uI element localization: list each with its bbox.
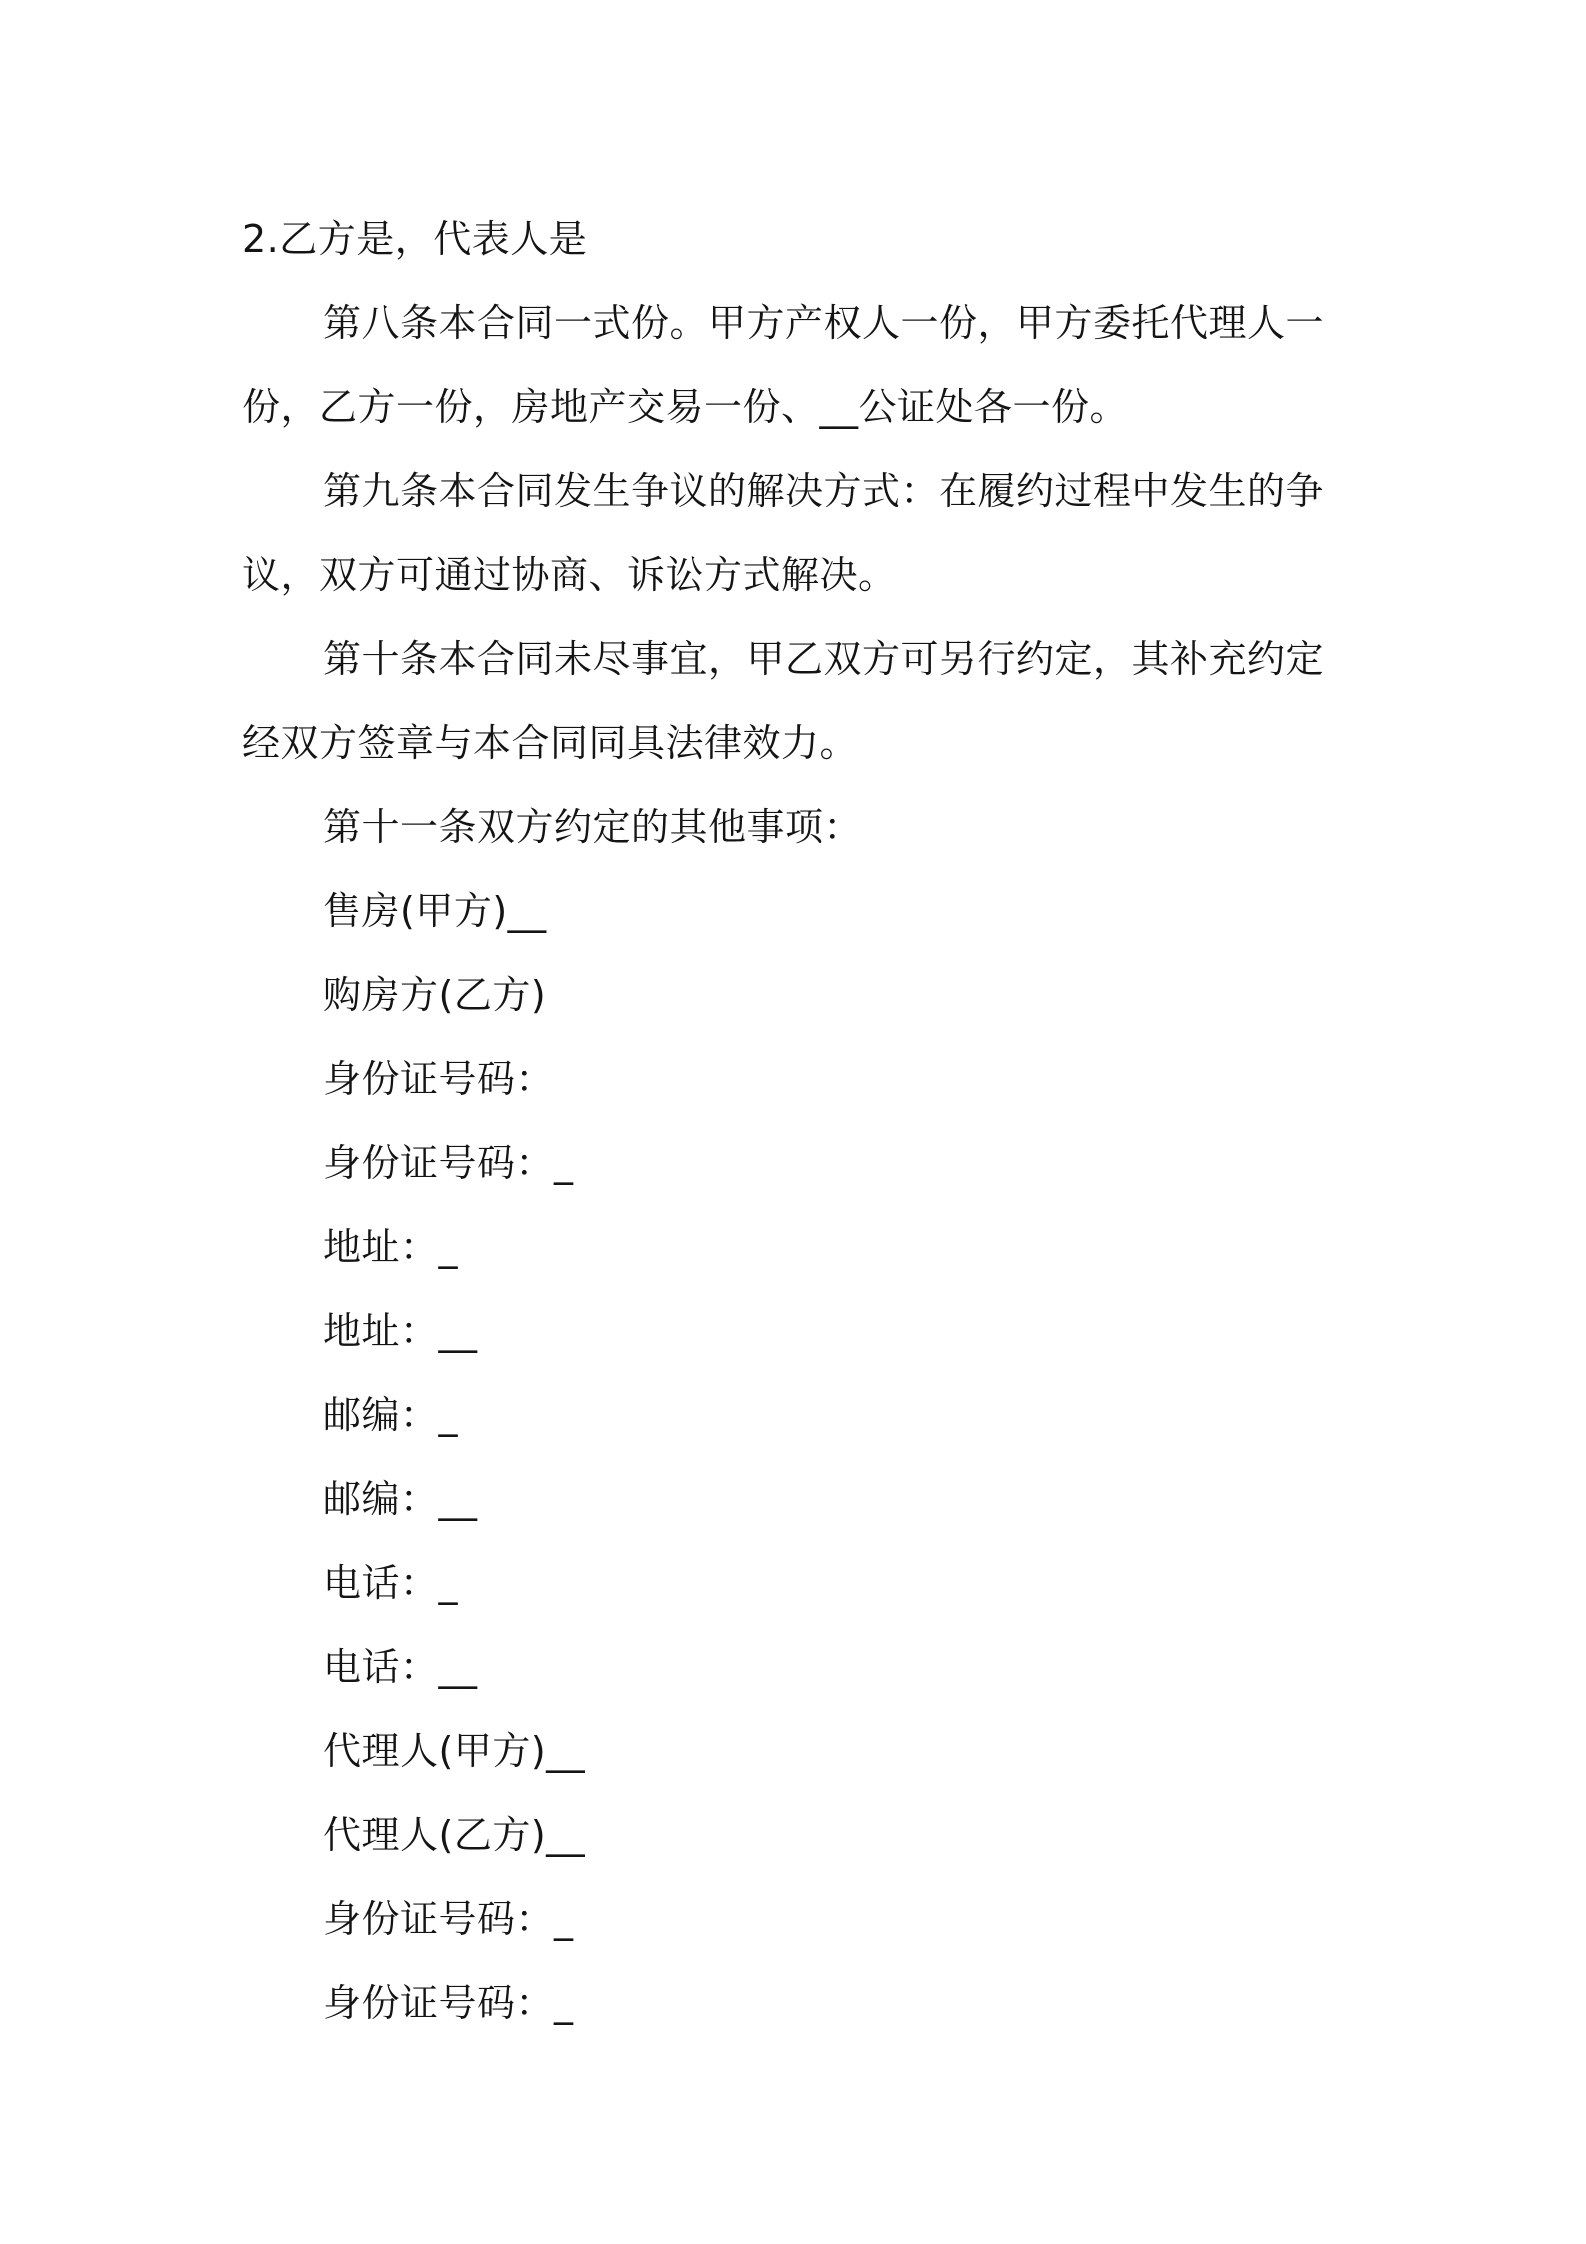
field-label: 购房方(乙方) bbox=[323, 973, 547, 1017]
article-8-line-1: 第八条本合同一式份。甲方产权人一份，甲方委托代理人一 bbox=[323, 301, 1325, 345]
field-seller-phone bbox=[242, 1541, 1362, 1625]
field-blank: __ bbox=[507, 889, 547, 933]
field-label: 身份证号码： bbox=[323, 1141, 555, 1185]
field-label: 售房(甲方) bbox=[323, 889, 508, 933]
signature-fields bbox=[242, 869, 1362, 2045]
field-blank: __ bbox=[438, 1645, 478, 1689]
field-buyer-id-number bbox=[242, 1121, 1362, 1205]
field-seller-postcode bbox=[242, 1373, 1362, 1457]
field-label: 邮编： bbox=[323, 1477, 439, 1521]
article-9-line-2: 议，双方可通过协商、诉讼方式解决。 bbox=[242, 553, 897, 597]
field-buyer-phone bbox=[242, 1625, 1362, 1709]
field-buyer bbox=[242, 953, 1362, 1037]
field-buyer-agent-id-number bbox=[242, 1961, 1362, 2045]
field-blank: _ bbox=[554, 1141, 574, 1185]
field-label: 身份证号码： bbox=[323, 1897, 555, 1941]
field-label: 身份证号码： bbox=[323, 1981, 555, 2025]
field-buyer-address bbox=[242, 1289, 1362, 1373]
field-buyer-postcode bbox=[242, 1457, 1362, 1541]
field-label: 地址： bbox=[323, 1309, 439, 1353]
article-9-line-1: 第九条本合同发生争议的解决方式：在履约过程中发生的争 bbox=[323, 469, 1325, 513]
field-label: 地址： bbox=[323, 1225, 439, 1269]
field-blank: _ bbox=[554, 1981, 574, 2025]
field-label: 代理人(乙方) bbox=[323, 1813, 547, 1857]
field-label: 电话： bbox=[323, 1645, 439, 1689]
field-seller-address bbox=[242, 1205, 1362, 1289]
article-11-heading: 第十一条双方约定的其他事项： bbox=[323, 805, 863, 849]
field-buyer-agent bbox=[242, 1793, 1362, 1877]
field-label: 代理人(甲方) bbox=[323, 1729, 547, 1773]
field-blank: _ bbox=[554, 1897, 574, 1941]
clause-party-b: 2.乙方是，代表人是 bbox=[242, 217, 588, 261]
field-blank: __ bbox=[546, 1729, 586, 1773]
article-8-line-2: 份，乙方一份，房地产交易一份、__公证处各一份。 bbox=[242, 385, 1129, 429]
field-blank: _ bbox=[438, 1561, 459, 1605]
field-blank: __ bbox=[546, 1813, 586, 1857]
field-seller-agent bbox=[242, 1709, 1362, 1793]
field-blank: _ bbox=[438, 1225, 459, 1269]
field-blank: _ bbox=[438, 1393, 459, 1437]
contract-text bbox=[242, 197, 1362, 2045]
field-seller-agent-id-number bbox=[242, 1877, 1362, 1961]
field-label: 电话： bbox=[323, 1561, 439, 1605]
field-label: 身份证号码： bbox=[323, 1057, 555, 1101]
field-seller-id-number bbox=[242, 1037, 1362, 1121]
article-10-line-1: 第十条本合同未尽事宜，甲乙双方可另行约定，其补充约定 bbox=[323, 637, 1325, 681]
field-blank: __ bbox=[438, 1477, 478, 1521]
field-seller bbox=[242, 869, 1362, 953]
field-blank: __ bbox=[438, 1309, 478, 1353]
article-10-line-2: 经双方签章与本合同同具法律效力。 bbox=[242, 721, 859, 765]
field-label: 邮编： bbox=[323, 1393, 439, 1437]
